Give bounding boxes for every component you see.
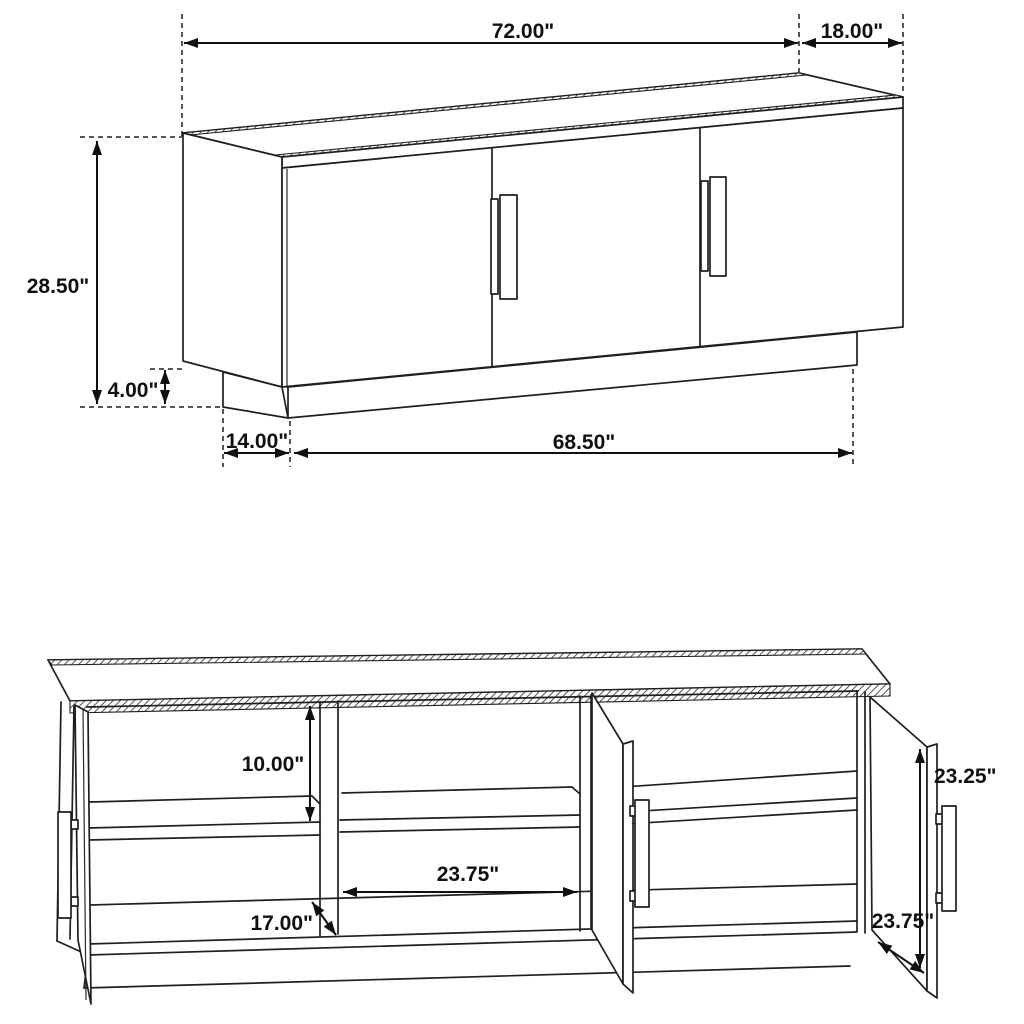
dim-door-width-label: 23.75" [871,910,935,933]
dim-base-inset-depth [224,430,289,453]
open-middle-door [592,693,649,993]
shelf-compartment-1 [88,796,320,840]
dim-overall-depth-label: 18.00" [820,20,884,43]
dim-base-inset-depth-label: 14.00" [225,430,289,453]
dim-door-height-label: 23.25" [934,765,997,788]
open-right-door [870,697,956,998]
floor-back-edge [90,884,857,905]
dim-overall-height-label: 28.50" [26,275,90,298]
dim-base-height-label: 4.00" [107,379,159,402]
plinth-bottom-edge [84,966,850,988]
dim-shelf-spacing [242,706,310,821]
dim-overall-width [184,20,798,43]
dim-base-width [294,431,852,454]
dim-base-width-label: 68.50" [552,431,616,454]
door-handle-1 [491,195,517,299]
open-left-door [58,705,91,1004]
closed-view-drawing [27,14,903,467]
right-door-handle [942,806,956,911]
dim-interior-depth [250,902,336,935]
dim-overall-width-label: 72.00" [491,20,555,43]
dim-base-height [108,370,165,404]
dim-overall-depth [802,20,902,43]
dim-compartment-width [343,863,577,892]
door-handle-2 [701,177,726,276]
left-side-panel [183,133,282,387]
carcass-lines [57,691,865,988]
shelf-compartment-2 [340,787,580,832]
floor-bottom-edge [88,932,857,955]
open-view-drawing [48,649,997,1004]
dim-overall-height [27,141,97,404]
dim-compartment-width-label: 23.75" [436,863,500,886]
left-door-handle [58,812,71,918]
dim-shelf-spacing-label: 10.00" [241,753,305,776]
middle-door-handle [635,800,649,907]
floor-front-edge [88,921,857,944]
dim-interior-depth-label: 17.00" [250,912,313,935]
